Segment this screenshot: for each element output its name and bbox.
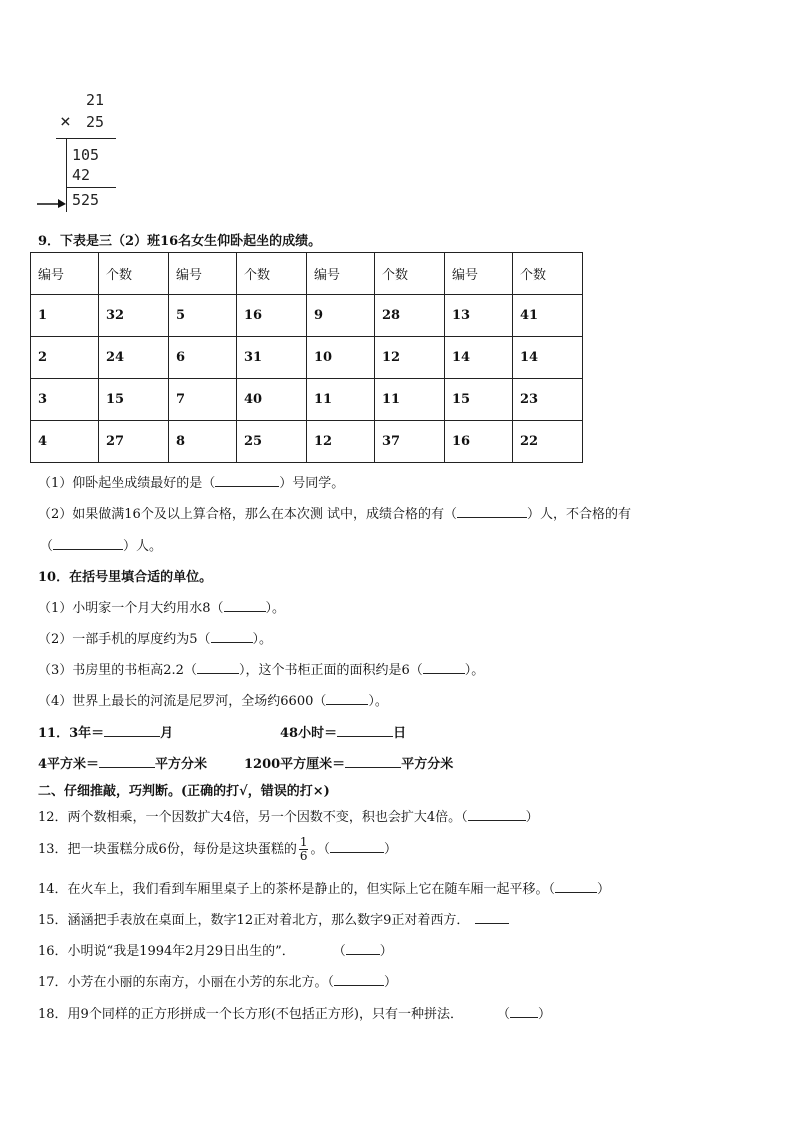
table-cell: 22 bbox=[513, 421, 583, 463]
q11-d-text: 1200平方厘米＝ bbox=[244, 757, 346, 772]
q13-text: 13．把一块蛋糕分成6份，每份是这块蛋糕的 bbox=[38, 842, 297, 857]
answer-blank[interactable] bbox=[346, 942, 380, 955]
multiplicand: 21 bbox=[86, 91, 105, 109]
q10-line1 bbox=[38, 597, 285, 616]
q9-sub2-text: （2）如果做满16个及以上算合格，那么在本次测 试中，成绩合格的有（ bbox=[38, 507, 457, 522]
arrow-right-icon bbox=[36, 197, 66, 209]
table-cell: 27 bbox=[99, 421, 169, 463]
product-line-2 bbox=[66, 187, 116, 188]
table-cell: 25 bbox=[237, 421, 307, 463]
answer-blank[interactable] bbox=[197, 661, 239, 674]
q16-open: （ bbox=[332, 944, 346, 959]
table-cell: 10 bbox=[307, 337, 375, 379]
table-cell: 14 bbox=[445, 337, 513, 379]
q9-sub1 bbox=[38, 472, 344, 491]
table-row bbox=[31, 421, 583, 463]
q11-item-d bbox=[244, 753, 453, 772]
q11-c-text: 4平方米＝ bbox=[38, 757, 100, 772]
answer-blank[interactable] bbox=[334, 973, 384, 986]
table-row bbox=[31, 295, 583, 337]
q10-l2-tail: ）。 bbox=[252, 632, 273, 647]
q10-l2-text: （2）一部手机的厚度约为5（ bbox=[38, 632, 211, 647]
table-cell: 41 bbox=[513, 295, 583, 337]
table-header-cell: 编号 bbox=[31, 253, 99, 295]
table-header-cell: 个数 bbox=[237, 253, 307, 295]
answer-blank[interactable] bbox=[475, 911, 509, 924]
answer-blank[interactable] bbox=[104, 724, 160, 737]
table-cell: 7 bbox=[169, 379, 237, 421]
q11-item-b bbox=[280, 722, 406, 741]
q13-tail: ） bbox=[383, 842, 397, 857]
answer-blank[interactable] bbox=[330, 840, 384, 853]
q18-text: 18．用9个同样的正方形拼成一个长方形(不包括正方形)，只有一种拼法． bbox=[38, 1007, 463, 1022]
q18 bbox=[38, 1003, 551, 1022]
scores-table bbox=[30, 252, 583, 463]
answer-blank[interactable] bbox=[215, 474, 279, 487]
fraction-one-sixth bbox=[299, 836, 309, 863]
q17-tail: ） bbox=[384, 975, 398, 990]
table-cell: 32 bbox=[99, 295, 169, 337]
partial-product-2: 42 bbox=[72, 166, 91, 184]
q18-tail: ） bbox=[537, 1007, 551, 1022]
section-2-heading: 二、仔细推敲，巧判断。(正确的打√，错误的打×) bbox=[38, 784, 330, 799]
answer-blank[interactable] bbox=[457, 505, 527, 518]
q10-line2 bbox=[38, 628, 272, 647]
q11-c-unit: 平方分米 bbox=[155, 757, 208, 772]
q11-b-unit: 日 bbox=[393, 726, 407, 741]
fraction-denominator: 6 bbox=[299, 849, 308, 863]
q15-text: 15．涵涵把手表放在桌面上，数字12正对着北方，那么数字9正对着西方． bbox=[38, 913, 470, 928]
q10-l3-text: （3）书房里的书柜高2.2（ bbox=[38, 663, 197, 678]
q13 bbox=[38, 836, 397, 863]
q10-line4 bbox=[38, 690, 388, 709]
answer-blank[interactable] bbox=[53, 537, 123, 550]
q11-item-c bbox=[38, 753, 207, 772]
q12 bbox=[38, 806, 539, 825]
table-cell: 15 bbox=[99, 379, 169, 421]
multiplier: 25 bbox=[86, 113, 105, 131]
table-cell: 16 bbox=[237, 295, 307, 337]
table-cell: 11 bbox=[307, 379, 375, 421]
margin-bracket-line bbox=[66, 139, 67, 212]
q9-sub2-mid: ）人，不合格的有 bbox=[526, 507, 631, 522]
q9-sub2-cont bbox=[40, 535, 162, 554]
table-row bbox=[31, 337, 583, 379]
q13-open: 。（ bbox=[310, 842, 330, 857]
table-header-cell: 编号 bbox=[445, 253, 513, 295]
q10-l3-tail: ）。 bbox=[464, 663, 485, 678]
q11-a-text: 11．3年＝ bbox=[38, 726, 105, 741]
product-line-1 bbox=[56, 138, 116, 139]
partial-product-1: 105 bbox=[72, 146, 100, 164]
q10-l1-tail: ）。 bbox=[265, 601, 286, 616]
table-cell: 37 bbox=[375, 421, 445, 463]
q17-text: 17．小芳在小丽的东南方，小丽在小芳的东北方。（ bbox=[38, 975, 335, 990]
answer-blank[interactable] bbox=[423, 661, 465, 674]
table-cell: 13 bbox=[445, 295, 513, 337]
answer-blank[interactable] bbox=[224, 599, 266, 612]
q14 bbox=[38, 878, 610, 897]
table-cell: 12 bbox=[375, 337, 445, 379]
q12-tail: ） bbox=[525, 810, 539, 825]
q11-d-unit: 平方分米 bbox=[401, 757, 454, 772]
q9-sub1-tail: ）号同学。 bbox=[279, 476, 345, 491]
answer-blank[interactable] bbox=[468, 808, 526, 821]
q14-text: 14．在火车上，我们看到车厢里桌子上的茶杯是静止的，但实际上它在随车厢一起平移。（ bbox=[38, 882, 556, 897]
table-cell: 23 bbox=[513, 379, 583, 421]
answer-blank[interactable] bbox=[326, 692, 368, 705]
q17 bbox=[38, 971, 397, 990]
table-cell: 4 bbox=[31, 421, 99, 463]
q9-sub2-open: （ bbox=[40, 539, 54, 554]
table-cell: 24 bbox=[99, 337, 169, 379]
table-header-cell: 编号 bbox=[307, 253, 375, 295]
q14-tail: ） bbox=[597, 882, 611, 897]
answer-blank[interactable] bbox=[211, 630, 253, 643]
table-cell: 9 bbox=[307, 295, 375, 337]
table-cell: 3 bbox=[31, 379, 99, 421]
q16-tail: ） bbox=[379, 944, 393, 959]
q11-b-text: 48小时＝ bbox=[280, 726, 338, 741]
q9-title: 9．下表是三（2）班16名女生仰卧起坐的成绩。 bbox=[38, 234, 322, 249]
table-header-row bbox=[31, 253, 583, 295]
final-product: 525 bbox=[72, 191, 100, 209]
table-cell: 40 bbox=[237, 379, 307, 421]
table-header-cell: 个数 bbox=[99, 253, 169, 295]
q18-open: （ bbox=[496, 1007, 510, 1022]
q9-sub2 bbox=[38, 503, 631, 522]
q12-text: 12．两个数相乘，一个因数扩大4倍，另一个因数不变，积也会扩大4倍。（ bbox=[38, 810, 468, 825]
table-header-cell: 个数 bbox=[375, 253, 445, 295]
answer-blank[interactable] bbox=[99, 755, 155, 768]
q16-text: 16．小明说“我是1994年2月29日出生的”． bbox=[38, 944, 295, 959]
q15 bbox=[38, 909, 509, 928]
table-cell: 2 bbox=[31, 337, 99, 379]
q9-sub1-text: （1）仰卧起坐成绩最好的是（ bbox=[38, 476, 216, 491]
table-cell: 1 bbox=[31, 295, 99, 337]
table-cell: 12 bbox=[307, 421, 375, 463]
q10-l4-text: （4）世界上最长的河流是尼罗河，全场约6600（ bbox=[38, 694, 327, 709]
table-header-cell: 个数 bbox=[513, 253, 583, 295]
times-sign: × bbox=[60, 111, 71, 132]
table-row bbox=[31, 379, 583, 421]
q9-sub2-tail: ）人。 bbox=[123, 539, 163, 554]
answer-blank[interactable] bbox=[337, 724, 393, 737]
q10-l4-tail: ）。 bbox=[368, 694, 388, 709]
answer-blank[interactable] bbox=[555, 880, 597, 893]
table-cell: 15 bbox=[445, 379, 513, 421]
table-cell: 28 bbox=[375, 295, 445, 337]
table-cell: 8 bbox=[169, 421, 237, 463]
answer-blank[interactable] bbox=[510, 1005, 538, 1018]
answer-blank[interactable] bbox=[345, 755, 401, 768]
q10-line3 bbox=[38, 659, 484, 678]
fraction-numerator: 1 bbox=[299, 835, 308, 849]
q11-item-a bbox=[38, 722, 173, 741]
q10-title: 10．在括号里填合适的单位。 bbox=[38, 570, 213, 585]
table-cell: 11 bbox=[375, 379, 445, 421]
table-cell: 31 bbox=[237, 337, 307, 379]
q11-a-unit: 月 bbox=[160, 726, 174, 741]
table-cell: 16 bbox=[445, 421, 513, 463]
table-header-cell: 编号 bbox=[169, 253, 237, 295]
q16 bbox=[38, 940, 393, 959]
table-cell: 5 bbox=[169, 295, 237, 337]
table-cell: 14 bbox=[513, 337, 583, 379]
table-cell: 6 bbox=[169, 337, 237, 379]
q10-l3-mid: ），这个书柜正面的面积约是6（ bbox=[238, 663, 423, 678]
q10-l1-text: （1）小明家一个月大约用水8（ bbox=[38, 601, 224, 616]
